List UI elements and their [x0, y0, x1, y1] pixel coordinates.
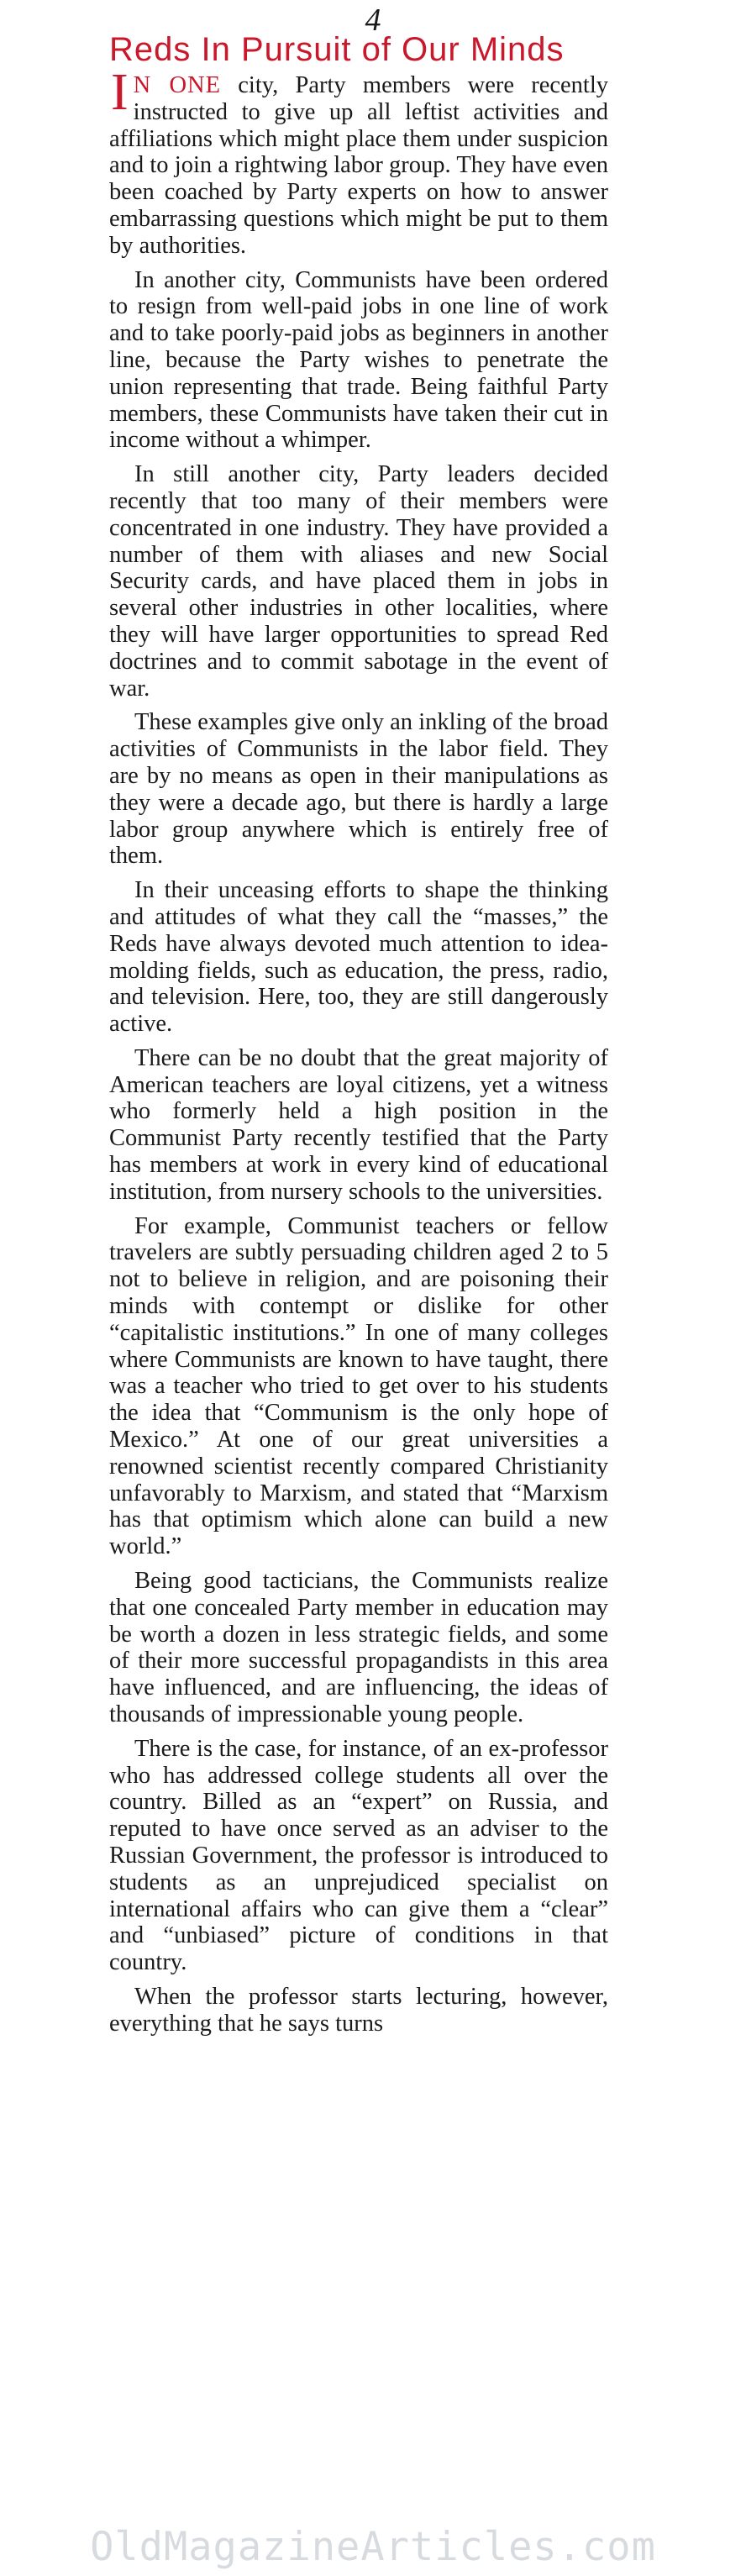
article-body: [109, 64, 608, 2045]
paragraph: There can be no doubt that the great majority of American teachers are loyal citizens, yet a witness who formerly held a high position in the Communist Party recently testified that the Party has members at work in every kind of educational institution, from nursery schools to the universities.: [109, 1044, 608, 1205]
paragraph: When the professor starts lecturing, however, everything that he says turns: [109, 1983, 608, 2037]
paragraph: Being good tacticians, the Communists realize that one concealed Party member in education may be worth a dozen in less strategic fields, and some of their more successful propagandists in this area have influenced, and are influencing, the ideas of thousands of impressionable young people.: [109, 1568, 608, 1728]
page-number: 4: [365, 3, 381, 38]
site-watermark: OldMagazineArticles.com: [90, 2524, 656, 2570]
article-title: Reds In Pursuit of Our Minds: [109, 31, 565, 68]
paragraph: In another city, Communists have been ordered to resign from well-paid jobs in one line of work and to take poorly-paid jobs as beginners in another line, because the Party wishes to penetrate the union representing that trade. Being faithful Party members, these Communists have taken their cut in income without a whimper.: [109, 266, 608, 454]
paragraph-1: [109, 64, 608, 260]
paragraph: In their unceasing efforts to shape the thinking and attitudes of what they call the “masses,” the Reds have always devoted much attention to idea-molding fields, such as education, the press, radio, and television. Here, too, they are still dangerously active.: [109, 877, 608, 1038]
drop-cap: I: [111, 64, 129, 121]
paragraph: There is the case, for instance, of an ex-professor who has addressed college students all over the country. Billed as an “expert” on Russia, and reputed to have once served as an adviser to the Russian Government, the professor is introduced to students as an unprejudiced specialist on international affairs who can give them a “clear” and “unbiased” picture of conditions in that country.: [109, 1735, 608, 1976]
paragraph: For example, Communist teachers or fellow travelers are subtly persuading children aged 2 to 5 not to believe in religion, and are poisoning their minds with contempt or dislike for other “capitalistic institutions.” In one of many colleges where Communists are known to have taught, there was a teacher who tried to get over to his students the idea that “Communism is the only hope of Mexico.” At one of our great universities a renowned scientist recently compared Christianity unfavorably to Marxism, and stated that “Marxism has that optimism which alone can build a new world.”: [109, 1212, 608, 1560]
lead-words: N ONE: [133, 72, 222, 98]
paragraph: In still another city, Party leaders decided recently that too many of their members were concentrated in one industry. They have provided a number of them with aliases and new Social Security cards, and have placed them in jobs in several other industries in other localities, where they will have larger opportunities to spread Red doctrines and to commit sabotage in the event of war.: [109, 461, 608, 702]
paragraph: These examples give only an inkling of the broad activities of Communists in the labor field. They are by no means as open in their manipulations as they were a decade ago, but there is hardly a large labor group anywhere which is entirely free of them.: [109, 709, 608, 870]
paragraph-1-text: city, Party members were recently instructed to give up all leftist activities and affiliations which might place them under suspicion and to join a rightwing labor group. They have even been coached by Party experts on how to answer embarrassing questions which might be put to them by authorities.: [109, 72, 608, 259]
